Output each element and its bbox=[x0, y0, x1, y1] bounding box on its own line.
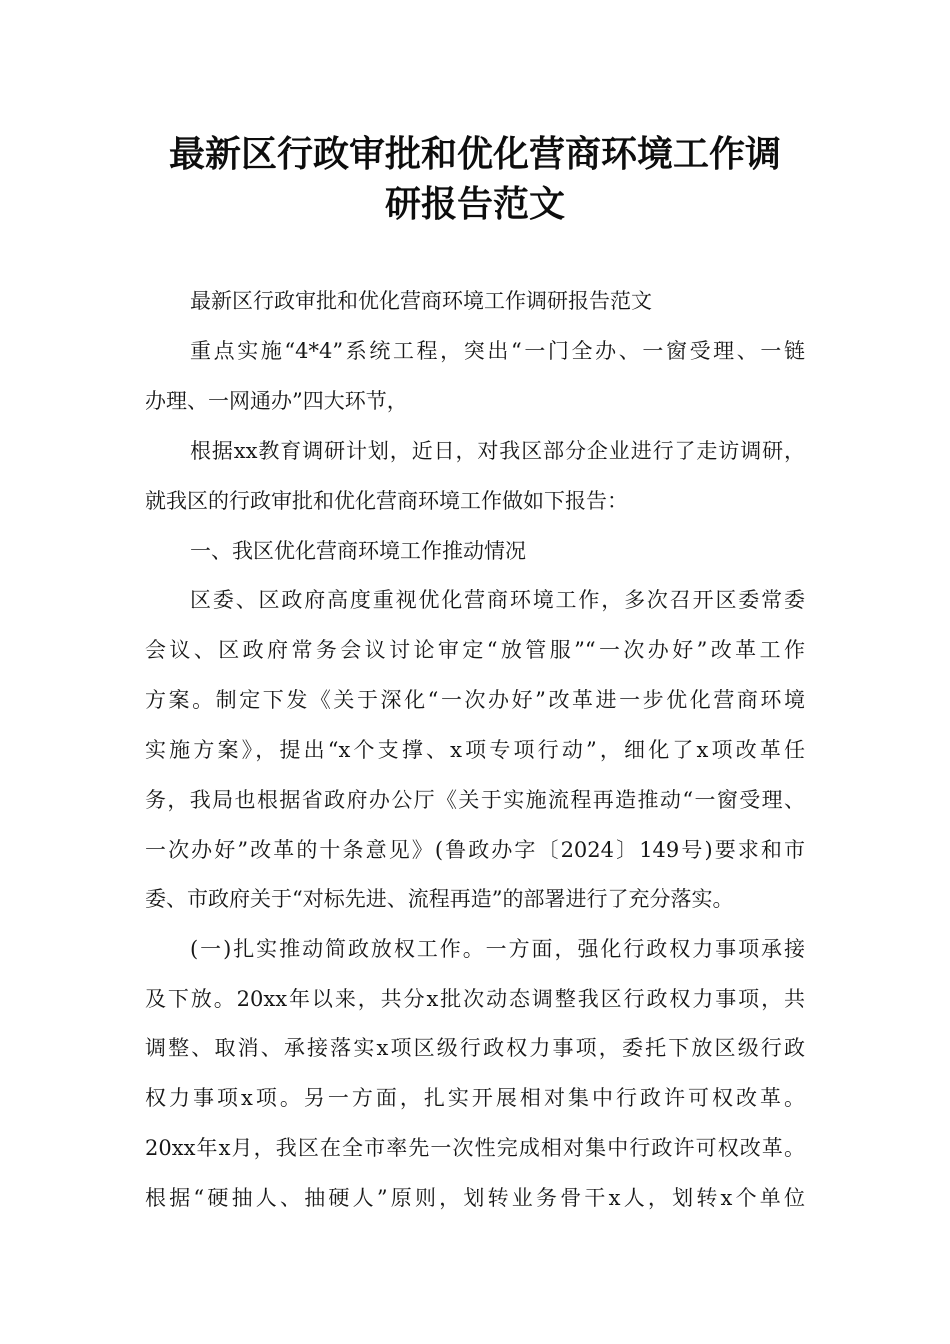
paragraph-line: 委、市政府关于“对标先进、流程再造”的部署进行了充分落实。 bbox=[145, 887, 734, 911]
document-title-line-1: 最新区行政审批和优化营商环境工作调 bbox=[168, 134, 781, 175]
paragraph-line: 权力事项x项。另一方面，扎实开展相对集中行政许可权改革。 bbox=[145, 1086, 805, 1110]
paragraph-line: 区委、区政府高度重视优化营商环境工作，多次召开区委常委 bbox=[190, 588, 805, 612]
paragraph-line: 根据“硬抽人、抽硬人”原则，划转业务骨干x人，划转x个单位 bbox=[145, 1186, 805, 1210]
paragraph-line: 务，我局也根据省政府办公厅《关于实施流程再造推动“一窗受理、 bbox=[145, 788, 805, 812]
document-title-line-2: 研报告范文 bbox=[384, 184, 565, 225]
paragraph-line: 一次办好”改革的十条意见》(鲁政办字〔2024〕149号)要求和市 bbox=[145, 838, 805, 862]
subtitle-line: 最新区行政审批和优化营商环境工作调研报告范文 bbox=[190, 289, 652, 313]
paragraph-line: 重点实施“4*4”系统工程，突出“一门全办、一窗受理、一链 bbox=[190, 339, 805, 363]
paragraph-line: 调整、取消、承接落实x项区级行政权力事项，委托下放区级行政 bbox=[145, 1036, 805, 1060]
paragraph-line: 实施方案》，提出“x个支撑、x项专项行动”，细化了x项改革任 bbox=[145, 738, 805, 762]
section-heading: 一、我区优化营商环境工作推动情况 bbox=[190, 539, 526, 563]
paragraph-line: 及下放。20xx年以来，共分x批次动态调整我区行政权力事项，共 bbox=[145, 987, 805, 1011]
paragraph-line: 会议、区政府常务会议讨论审定“放管服”“一次办好”改革工作 bbox=[145, 638, 805, 662]
paragraph-line: 20xx年x月，我区在全市率先一次性完成相对集中行政许可权改革。 bbox=[145, 1136, 805, 1160]
paragraph-line: 方案。制定下发《关于深化“一次办好”改革进一步优化营商环境 bbox=[145, 688, 805, 712]
paragraph-line: (一)扎实推动简政放权工作。一方面，强化行政权力事项承接 bbox=[190, 937, 805, 961]
paragraph-line: 根据xx教育调研计划，近日，对我区部分企业进行了走访调研， bbox=[190, 439, 805, 463]
paragraph-line: 办理、一网通办”四大环节， bbox=[145, 389, 408, 413]
paragraph-line: 就我区的行政审批和优化营商环境工作做如下报告： bbox=[145, 489, 628, 513]
